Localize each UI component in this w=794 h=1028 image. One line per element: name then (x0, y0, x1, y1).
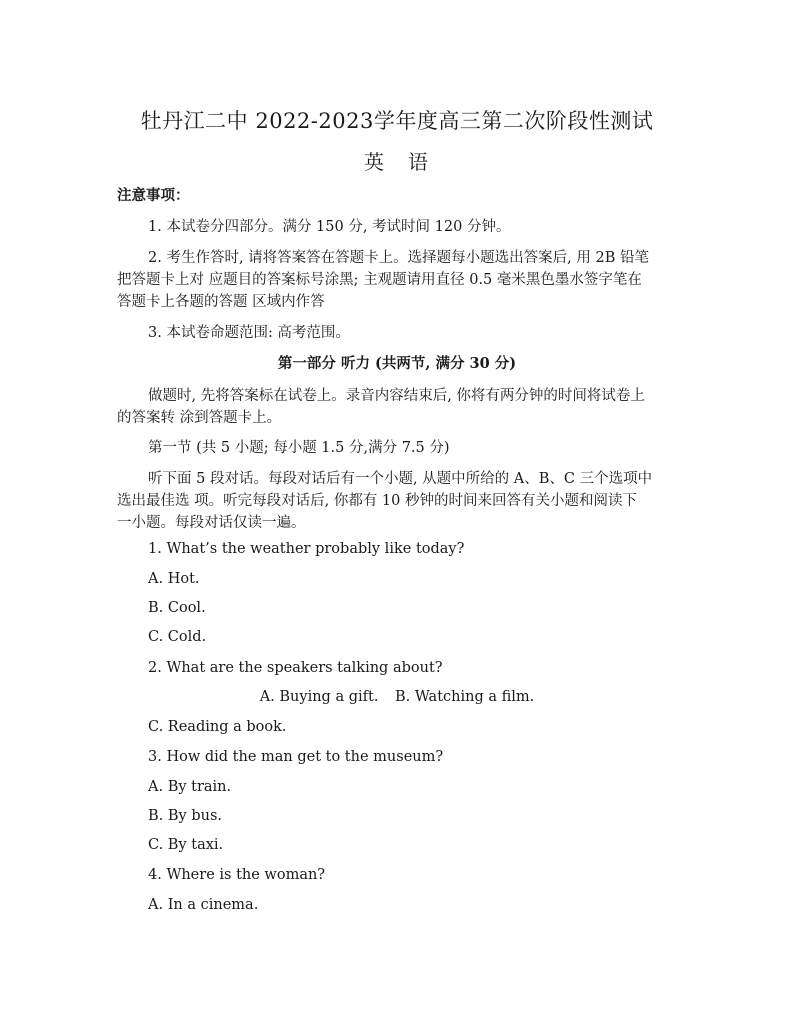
question-1-stem: 1. What’s the weather probably like today? (148, 541, 465, 557)
question-3-option-a: A. By train. (148, 779, 232, 795)
notice-item-2-line-1: 2. 考生作答时, 请将答案答在答题卡上。选择题每小题选出答案后, 用 2B 铅笔 (148, 250, 649, 266)
notice-item-1: 1. 本试卷分四部分。满分 150 分, 考试时间 120 分钟。 (148, 219, 511, 235)
subject-title: 英 语 (364, 150, 430, 174)
question-1-option-a: A. Hot. (148, 571, 200, 587)
question-1-option-c: C. Cold. (148, 629, 207, 645)
notice-item-3: 3. 本试卷命题范围: 高考范围。 (148, 325, 350, 341)
question-1-option-b: B. Cool. (148, 600, 206, 616)
notice-item-2-line-2: 把答题卡上对 应题目的答案标号涂黑; 主观题请用直径 0.5 毫米黑色墨水签字笔在 (117, 272, 642, 288)
section1-instructions-line-2: 选出最佳选 项。听完每段对话后, 你都有 10 秒钟的时间来回答有关小题和阅读下 (117, 493, 637, 509)
question-4-stem: 4. Where is the woman? (148, 867, 326, 883)
question-2-option-c: C. Reading a book. (148, 719, 287, 735)
part1-intro-line-1: 做题时, 先将答案标在试卷上。录音内容结束后, 你将有两分钟的时间将试卷上 (148, 388, 645, 404)
question-2-options-row (0, 689, 794, 705)
part1-intro-line-2: 的答案转 涂到答题卡上。 (117, 410, 282, 426)
question-3-option-c: C. By taxi. (148, 837, 224, 853)
question-2-option-b: B. Watching a film. (395, 689, 535, 705)
part1-heading: 第一部分 听力 (共两节, 满分 30 分) (277, 355, 517, 372)
section1-instructions-line-1: 听下面 5 段对话。每段对话后有一个小题, 从题中所给的 A、B、C 三个选项中 (148, 471, 653, 487)
section1-heading: 第一节 (共 5 小题; 每小题 1.5 分,满分 7.5 分) (148, 440, 450, 456)
notice-item-2-line-3: 答题卡上各题的答题 区域内作答 (117, 294, 325, 310)
notice-heading: 注意事项： (117, 187, 190, 204)
section1-instructions-line-3: 一小题。每段对话仅读一遍。 (117, 515, 306, 531)
question-3-option-b: B. By bus. (148, 808, 223, 824)
question-2-option-a: A. Buying a gift. (259, 689, 379, 705)
question-2-stem: 2. What are the speakers talking about? (148, 660, 443, 676)
question-3-stem: 3. How did the man get to the museum? (148, 749, 444, 765)
question-4-option-a: A. In a cinema. (148, 897, 259, 913)
exam-title: 牡丹江二中 2022-2023学年度高三第二次阶段性测试 (140, 109, 654, 133)
